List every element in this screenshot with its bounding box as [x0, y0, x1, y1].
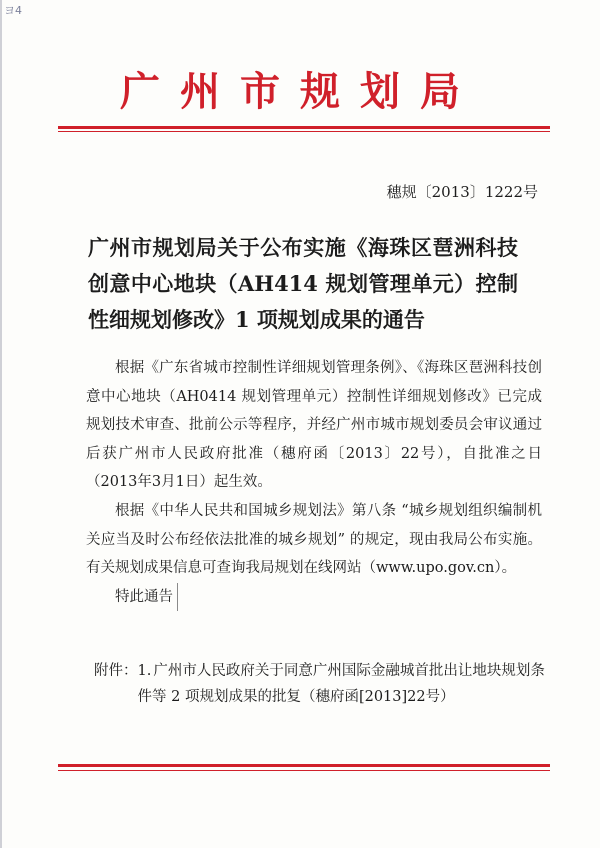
- header-red-rule-thin: [58, 131, 550, 132]
- attachments: [94, 658, 556, 710]
- attachments-label: 附件：: [94, 663, 138, 679]
- closing-line: 特此通告: [86, 583, 178, 612]
- attachment-number: 1.: [137, 663, 152, 679]
- agency-header: 广州市规划局: [120, 68, 480, 115]
- document-title: 广州市规划局关于公布实施《海珠区琶洲科技创意中心地块（AH414 规划管理单元）控制性细规划修改》1 项规划成果的通告: [88, 235, 518, 332]
- footer-red-rule-thick: [58, 764, 550, 767]
- header-red-rule-thick: [58, 126, 550, 129]
- footer-red-rule-thin: [58, 770, 550, 771]
- attachment-text: 广州市人民政府关于同意广州国际金融城首批出让地块规划条件等 2 项规划成果的批复（穗府函[2013]22号）: [137, 663, 545, 705]
- body-paragraph: 根据《中华人民共和国城乡规划法》第八条 “城乡规划组织编制机关应当及时公布经依法批准的城乡规划” 的规定，现由我局公布实施。有关规划成果信息可查询我局规划在线网站（www.upo.gov.cn）。: [86, 502, 542, 577]
- document-number: 穗规〔2013〕1222号: [386, 183, 538, 201]
- scan-edge: [0, 0, 2, 848]
- corner-mark: ヨ4: [4, 4, 22, 17]
- document-body: [86, 354, 542, 611]
- attachment-item: [138, 658, 557, 710]
- body-paragraph: 根据《广东省城市控制性详细规划管理条例》、《海珠区琶洲科技创意中心地块（AH0414 规划管理单元）控制性详细规划修改》已完成规划技术审查、批前公示等程序，并经广州市城市规划委员会审议通过后获广州市人民政府批准（穗府函〔2013〕22号），自批准之日（2013年3月1日）起生效。: [86, 360, 542, 491]
